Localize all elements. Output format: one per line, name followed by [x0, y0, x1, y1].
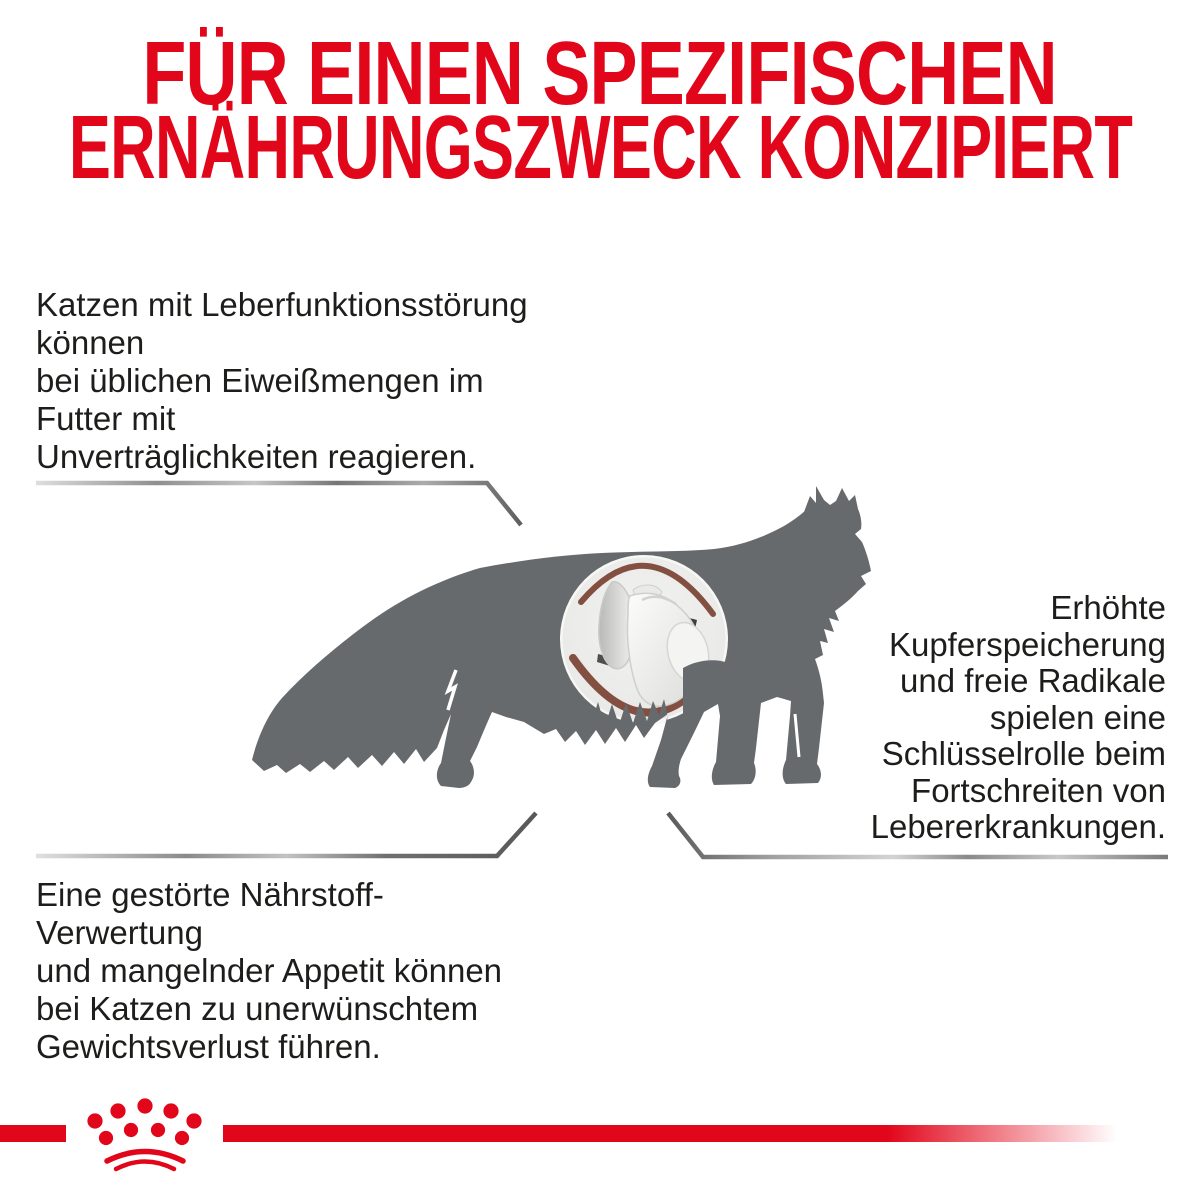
cat-silhouette	[252, 486, 871, 788]
text-line: bei Katzen zu unerwünschtem	[36, 990, 479, 1027]
text-line: Verwertung	[36, 914, 203, 951]
text-line: spielen eine	[989, 698, 1166, 736]
text-line: Kupferspeicherung	[888, 625, 1166, 663]
text-line: Gewichtsverlust führen.	[36, 1028, 381, 1065]
callout-line-bottom-left	[36, 813, 536, 856]
text-block-nutrient-loss	[36, 876, 502, 1066]
text-line: Katzen mit Leberfunktionsstörung	[36, 286, 528, 323]
page-title-line-1: FÜR EINEN SPEZIFISCHEN	[142, 24, 1058, 124]
text-line: Lebererkrankungen.	[870, 808, 1166, 845]
text-block-liver-function	[36, 286, 528, 476]
text-line: Schlüsselrolle beim	[881, 735, 1166, 772]
text-line: können	[36, 324, 145, 361]
royal-canin-crown-icon	[87, 1098, 201, 1169]
text-line: Futter mit	[36, 400, 176, 437]
text-line: und freie Radikale	[900, 662, 1166, 699]
text-line: Unverträglichkeiten reagieren.	[36, 438, 477, 475]
callout-line-top-left	[36, 483, 521, 525]
text-line: bei üblichen Eiweißmengen im	[36, 362, 484, 399]
text-line: und mangelnder Appetit können	[36, 952, 503, 989]
page-title	[0, 24, 1200, 198]
text-line: Eine gestörte Nährstoff-	[36, 876, 384, 913]
text-line: Erhöhte	[1050, 589, 1166, 626]
text-line: Fortschreiten von	[911, 771, 1166, 809]
text-block-copper-radicals	[871, 590, 1166, 846]
page-title-line-2: ERNÄHRUNGSZWECK KONZIPIERT	[68, 98, 1132, 198]
